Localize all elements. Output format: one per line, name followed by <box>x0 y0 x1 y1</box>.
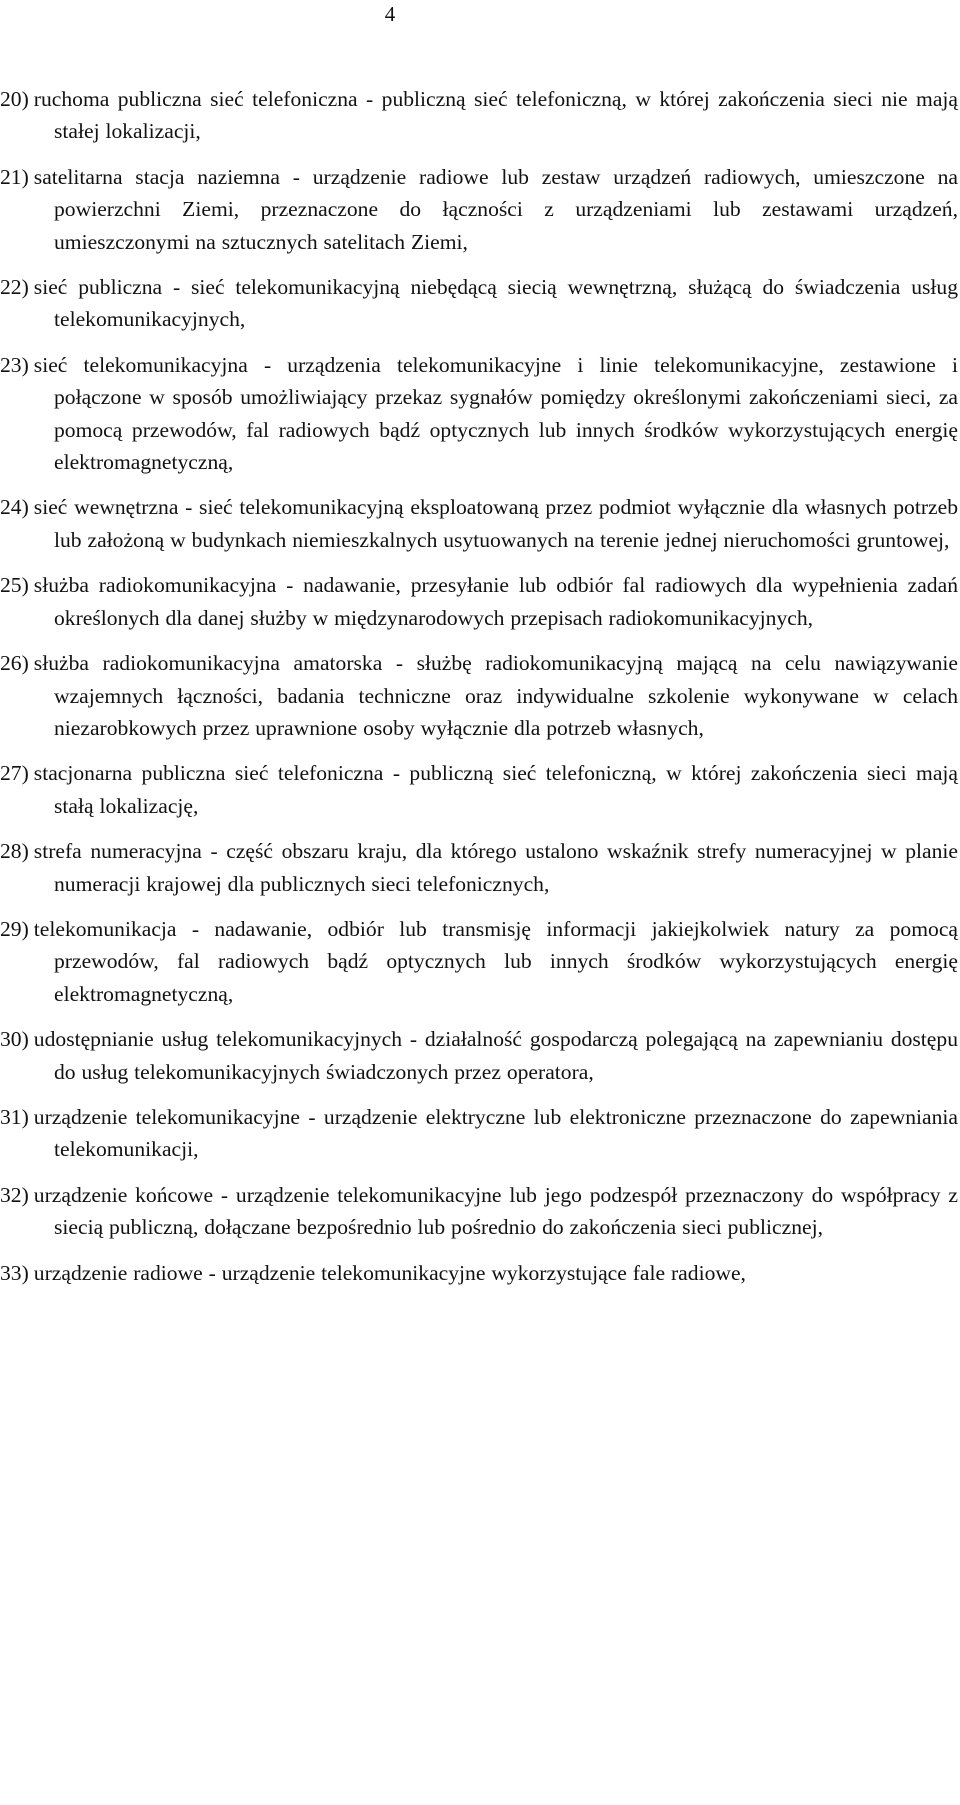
definition-text: satelitarna stacja naziemna - urządzenie radiowe lub zestaw urządzeń radiowych, umieszczone na powierzchni Ziemi, przeznaczone do łączności z urządzeniami lub zestawami urządzeń, umieszczonymi na sztucznych satelitach Ziemi, <box>33 164 958 254</box>
definition-text: urządzenie końcowe - urządzenie telekomunikacyjne lub jego podzespół przeznaczony do współpracy z siecią publiczną, dołączane bezpośrednio lub pośrednio do zakończenia sieci publicznej, <box>33 1182 958 1240</box>
definition-number: 24) <box>0 495 29 520</box>
definition-item <box>0 1257 958 1289</box>
definition-item <box>0 569 958 634</box>
definition-number: 21) <box>0 164 29 189</box>
definition-item <box>0 161 958 258</box>
definition-text: służba radiokomunikacyjna - nadawanie, przesyłanie lub odbiór fal radiowych dla wypełnienia zadań określonych dla danej służby w międzynarodowych przepisach radiokomunikacyjnych, <box>33 573 958 630</box>
definition-item <box>0 835 958 900</box>
definition-text: służba radiokomunikacyjna amatorska - służbę radiokomunikacyjną mającą na celu nawiązywanie wzajemnych łączności, badania techniczne oraz indywidualne szkolenie wykonywane w celach niezarobkowych przez uprawnione osoby wyłącznie dla potrzeb własnych, <box>33 651 958 740</box>
definition-text: ruchoma publiczna sieć telefoniczna - publiczną sieć telefoniczną, w której zakończenia sieci nie mają stałej lokalizacji, <box>33 87 958 144</box>
definition-number: 23) <box>0 352 29 377</box>
definition-item <box>0 491 958 556</box>
page-number: 4 <box>384 2 396 26</box>
definition-number: 28) <box>0 839 29 864</box>
definition-item <box>0 1101 958 1166</box>
definition-text: sieć publiczna - sieć telekomunikacyjną niebędącą siecią wewnętrzną, służącą do świadczenia usług telekomunikacyjnych, <box>33 275 958 332</box>
definition-number: 30) <box>0 1027 29 1052</box>
definition-item <box>0 83 958 148</box>
definition-item <box>0 1023 958 1088</box>
definitions-list <box>0 83 958 1302</box>
definition-text: urządzenie radiowe - urządzenie telekomunikacyjne wykorzystujące fale radiowe, <box>33 1260 746 1285</box>
definition-number: 22) <box>0 275 29 300</box>
definition-number: 25) <box>0 573 29 598</box>
definition-text: sieć wewnętrzna - sieć telekomunikacyjną eksploatowaną przez podmiot wyłącznie dla własnych potrzeb lub założoną w budynkach niemieszkalnych usytuowanych na terenie jednej nieruchomości gruntowej, <box>33 495 958 552</box>
definition-item <box>0 271 958 336</box>
definition-item <box>0 349 958 479</box>
definition-text: udostępnianie usług telekomunikacyjnych - działalność gospodarczą polegającą na zapewnianiu dostępu do usług telekomunikacyjnych świadczonych przez operatora, <box>33 1027 958 1084</box>
definition-number: 27) <box>0 761 29 786</box>
definition-text: strefa numeracyjna - część obszaru kraju, dla którego ustalono wskaźnik strefy numeracyjnej w planie numeracji krajowej dla publicznych sieci telefonicznych, <box>33 839 958 896</box>
definition-item <box>0 1179 958 1244</box>
definition-text: sieć telekomunikacyjna - urządzenia telekomunikacyjne i linie telekomunikacyjne, zestawione i połączone w sposób umożliwiający przekaz sygnałów pomiędzy określonymi zakończeniami sieci, za pomocą przewodów, fal radiowych bądź optycznych lub innych środków wykorzystujących energię elektromagnetyczną, <box>33 352 958 475</box>
definition-item <box>0 647 958 744</box>
definition-item <box>0 913 958 1010</box>
definition-number: 26) <box>0 651 29 676</box>
definition-number: 29) <box>0 916 29 941</box>
definition-number: 20) <box>0 87 29 111</box>
definition-number: 33) <box>0 1260 29 1285</box>
definition-text: telekomunikacja - nadawanie, odbiór lub transmisję informacji jakiejkolwiek natury za pomocą przewodów, fal radiowych bądź optycznych lub innych środków wykorzystujących energię elektromagnetyczną, <box>33 916 958 1006</box>
definition-item <box>0 757 958 822</box>
definition-text: stacjonarna publiczna sieć telefoniczna - publiczną sieć telefoniczną, w której zakończenia sieci mają stałą lokalizację, <box>33 761 958 818</box>
definition-number: 32) <box>0 1182 29 1207</box>
definition-text: urządzenie telekomunikacyjne - urządzenie elektryczne lub elektroniczne przeznaczone do zapewniania telekomunikacji, <box>33 1104 958 1162</box>
definition-number: 31) <box>0 1104 29 1129</box>
